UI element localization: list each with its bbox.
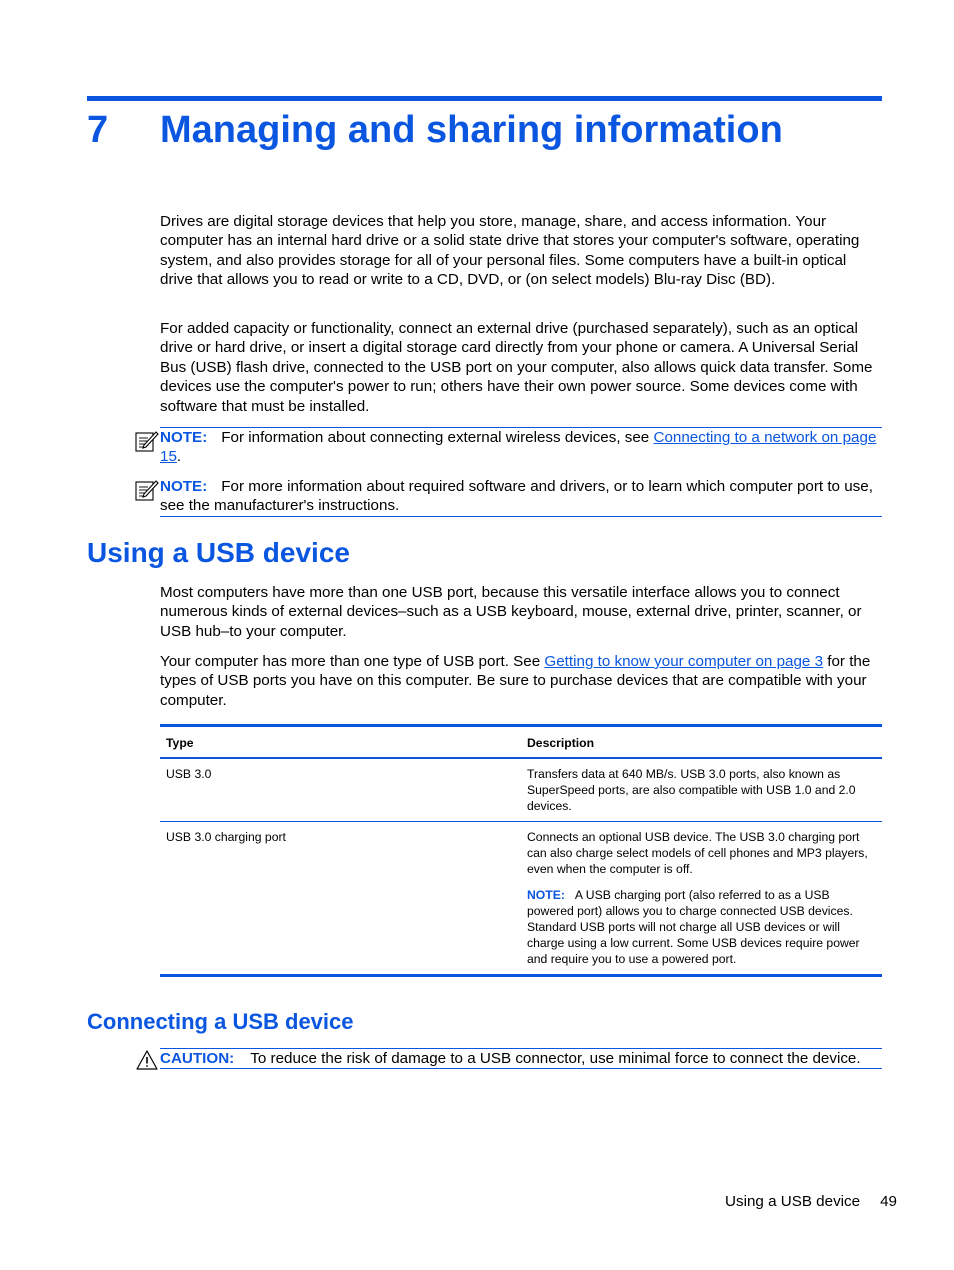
table-cell-description [521, 822, 882, 976]
table-cell-note [527, 887, 876, 967]
chapter-title [87, 106, 882, 154]
page-footer [725, 1192, 897, 1211]
intro-paragraph-1: Drives are digital storage devices that help you store, manage, share, and access information. Your computer has an internal hard drive or a solid state drive that stores your computer's software, operating system, and also provides storage for all of your personal files. Some computers have a built-in optical drive that allows you to read or write to a CD, DVD, or (on select models) Blu-ray Disc (BD). [160, 213, 860, 289]
chapter-rule [87, 96, 882, 101]
note-text: For information about connecting external wireless devices, see [221, 429, 654, 446]
table-cell-note-label: NOTE: [527, 888, 565, 902]
footer-section-title: Using a USB device [725, 1193, 861, 1210]
caution-warning-icon [136, 1050, 158, 1070]
table-row [160, 822, 882, 976]
intro-paragraph-2: For added capacity or functionality, connect an external drive (purchased separately), such as an optical drive or hard drive, or insert a digital storage card directly from your phone or camera. A Universal Serial Bus (USB) flash drive, connected to the USB port on your computer, also allows quick data transfer. Some devices use the computer's power to run; others have their own power source. Some devices come with software that must be installed. [160, 320, 873, 415]
usb-port-table [160, 724, 882, 977]
table-cell-description-text: Connects an optional USB device. The USB 3.0 charging port can also charge select models of cell phones and MP3 players, even when the computer is off. [527, 830, 868, 876]
note-label: NOTE: [160, 429, 208, 446]
section-heading-usb: Using a USB device [87, 537, 350, 568]
note-drivers [160, 477, 882, 517]
caution-box [160, 1048, 882, 1069]
link-getting-to-know[interactable]: Getting to know your computer on page 3 [544, 653, 824, 670]
table-cell-note-text: A USB charging port (also referred to as a USB powered port) allows you to charge connected USB devices. Standard USB ports will not charge all USB devices or will charge using a low current. Some USB devices require power and require you to use a powered port. [527, 888, 860, 966]
usb-paragraph-2-text: Your computer has more than one type of USB port. See [160, 653, 545, 670]
caution-text: To reduce the risk of damage to a USB connector, use minimal force to connect the device. [250, 1050, 861, 1067]
note-network [160, 427, 882, 467]
table-header-description: Description [527, 736, 595, 750]
table-row [160, 758, 882, 822]
usb-paragraph-2 [160, 652, 882, 710]
link-connecting-to-network[interactable]: Connecting to a network on page 15 [160, 429, 877, 466]
chapter-number: 7 [87, 109, 109, 151]
usb-paragraph-1: Most computers have more than one USB port, because this versatile interface allows you to connect numerous kinds of external devices–such as a USB keyboard, mouse, external drive, printer, scanner, or USB hub–to your computer. [160, 584, 862, 640]
note-text-end: . [176, 448, 182, 466]
chapter-title-text: Managing and sharing information [160, 109, 783, 151]
note-pencil-icon [135, 429, 159, 453]
caution-label: CAUTION: [160, 1050, 235, 1067]
subsection-heading-connecting: Connecting a USB device [87, 1009, 354, 1034]
table-header-row [160, 726, 882, 759]
table-cell-type: USB 3.0 charging port [166, 830, 286, 844]
table-header-type: Type [166, 736, 194, 750]
table-cell-description: Transfers data at 640 MB/s. USB 3.0 ports, also known as SuperSpeed ports, are also compatible with USB 1.0 and 2.0 devices. [527, 767, 856, 813]
footer-page-number: 49 [880, 1193, 897, 1210]
note-label: NOTE: [160, 478, 208, 495]
note-pencil-icon [135, 478, 159, 502]
table-cell-type: USB 3.0 [166, 767, 212, 781]
usb-paragraph-2-text-end: for the types of USB ports you have on this computer. Be sure to purchase devices that are compatible with your computer. [160, 653, 871, 709]
note-text: For more information about required software and drivers, or to learn which computer port to use, see the manufacturer's instructions. [160, 478, 873, 515]
